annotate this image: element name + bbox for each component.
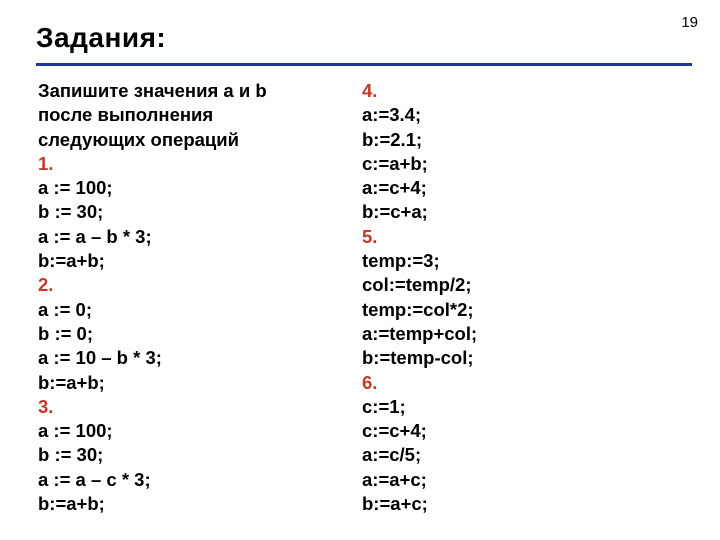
task-number: 4.: [362, 80, 378, 101]
code-line: a:=a+c;: [362, 468, 427, 490]
code-line: b := 30;: [38, 201, 104, 223]
intro-line: после выполнения: [38, 104, 214, 126]
code-line: c:=a+b;: [362, 152, 428, 174]
intro-line: Запишите значения a и b: [38, 80, 267, 101]
task-number: 6.: [362, 371, 378, 393]
code-line: b := 0;: [38, 322, 93, 344]
code-line: b:=a+b;: [38, 493, 105, 515]
task-number: 2.: [38, 274, 54, 296]
code-line: col:=temp/2;: [362, 274, 472, 296]
task-number: 5.: [362, 225, 378, 247]
task-number: 1.: [38, 152, 54, 174]
page-number: 19: [681, 14, 698, 31]
code-line: b := 30;: [38, 444, 104, 466]
code-line: a := 100;: [38, 177, 113, 199]
code-line: a := 100;: [38, 420, 113, 442]
code-line: b:=c+a;: [362, 201, 428, 223]
code-line: a := 0;: [38, 298, 92, 320]
code-line: a:=temp+col;: [362, 322, 478, 344]
code-line: b:=2.1;: [362, 128, 423, 150]
code-line: b:=a+b;: [38, 250, 105, 272]
code-line: a:=3.4;: [362, 104, 422, 126]
left-column: [38, 79, 267, 516]
task-number: 3.: [38, 395, 54, 417]
code-line: a := 10 – b * 3;: [38, 347, 162, 369]
code-line: b:=a+c;: [362, 493, 428, 515]
code-line: a:=c/5;: [362, 444, 422, 466]
code-line: b:=a+b;: [38, 371, 105, 393]
slide-title: Задания:: [36, 22, 167, 53]
code-line: a := a – c * 3;: [38, 468, 151, 490]
code-line: c:=c+4;: [362, 420, 427, 442]
right-column: [362, 79, 477, 516]
intro-line: следующих операций: [38, 128, 240, 150]
code-line: temp:=3;: [362, 250, 440, 272]
code-line: b:=temp-col;: [362, 347, 474, 369]
code-line: a := a – b * 3;: [38, 225, 152, 247]
code-line: a:=c+4;: [362, 177, 427, 199]
code-line: temp:=col*2;: [362, 298, 474, 320]
code-line: c:=1;: [362, 395, 406, 417]
title-divider: [36, 63, 692, 66]
